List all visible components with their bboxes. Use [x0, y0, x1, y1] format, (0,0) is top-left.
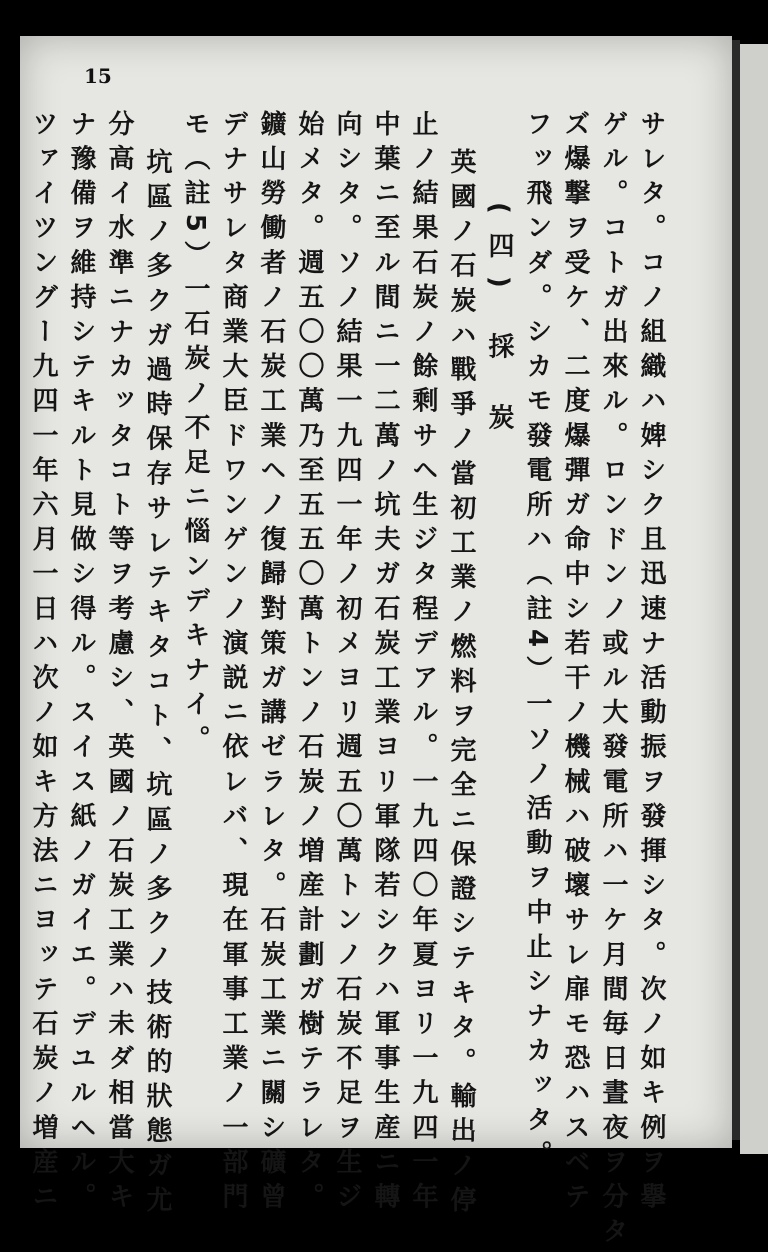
text-column: 鑛山勞働者ノ石炭工業ヘノ復歸對策ガ講ゼラレタ。石炭工業ニ關シ礦曾 — [256, 110, 286, 1218]
text-column: 坑區ノ多クガ過時保存サレテキタコト、坑區ノ多クノ技術的狀態ガ尤 — [142, 148, 172, 1221]
text-column: ゲル。コトガ出來ル。ロンドンノ或ル大發電所ハ一ケ月間毎日晝夜ヲ分タ — [598, 110, 628, 1252]
text-column: 始メタ。週五〇〇萬乃至五五〇萬トンノ石炭ノ増産計劃ガ樹テラレタ。 — [294, 110, 324, 1218]
text-column: 英國ノ石炭ハ戰爭ノ當初工業ノ燃料ヲ完全ニ保證シテキタ。輸出ノ停 — [446, 148, 476, 1221]
adjacent-page-strip — [740, 44, 768, 1154]
section-heading: (四) 採 炭 — [484, 202, 514, 448]
text-column: 分高イ水準ニナカッタコト等ヲ考慮シ、英國ノ石炭工業ハ未ダ相當大キ — [104, 110, 134, 1218]
text-column: ナ豫備ヲ維持シテキルト見做シ得ル。スイス紙ノガイエ。デユルヘル。 — [66, 110, 96, 1218]
text-column: ズ爆撃ヲ受ケ、二度爆彈ガ命中シ若干ノ機械ハ破壞サレ扉モ恐ハスベテ — [560, 110, 590, 1218]
text-column: 中葉ニ至ル間ニ一二萬ノ坑夫ガ石炭工業ヨリ軍隊若シクハ軍事生産ニ轉 — [370, 110, 400, 1218]
text-column: 向シタ。ソノ結果一九四一年ノ初メヨリ週五〇萬トンノ石炭不足ヲ生ジ — [332, 110, 362, 1218]
text-column: デナサレタ商業大臣ドワンゲンノ演説ニ依レバ、現在軍事工業ノ一部門 — [218, 110, 248, 1218]
page-edge — [732, 40, 740, 1140]
text-column: 止ノ結果石炭ノ餘剩サヘ生ジタ程デアル。一九四〇年夏ヨリ一九四一年 — [408, 110, 438, 1218]
text-column: フッ飛ンダ。シカモ發電所ハ（註4）一ソノ活動ヲ中止シナカッタ。 — [522, 110, 552, 1175]
vertical-text-block — [28, 110, 670, 1252]
text-column: ツァイツングー九四一年六月一日ハ次ノ如キ方法ニヨッテ石炭ノ増産ニ — [28, 110, 58, 1218]
page-number: 15 — [84, 64, 112, 88]
text-column: サレタ。コノ組織ハ婢シク且迅速ナ活動振ヲ發揮シタ。次ノ如キ例ヲ擧 — [636, 110, 666, 1218]
text-column: モ（註5）一石炭ノ不足ニ惱ンデキナイ。 — [180, 110, 210, 760]
